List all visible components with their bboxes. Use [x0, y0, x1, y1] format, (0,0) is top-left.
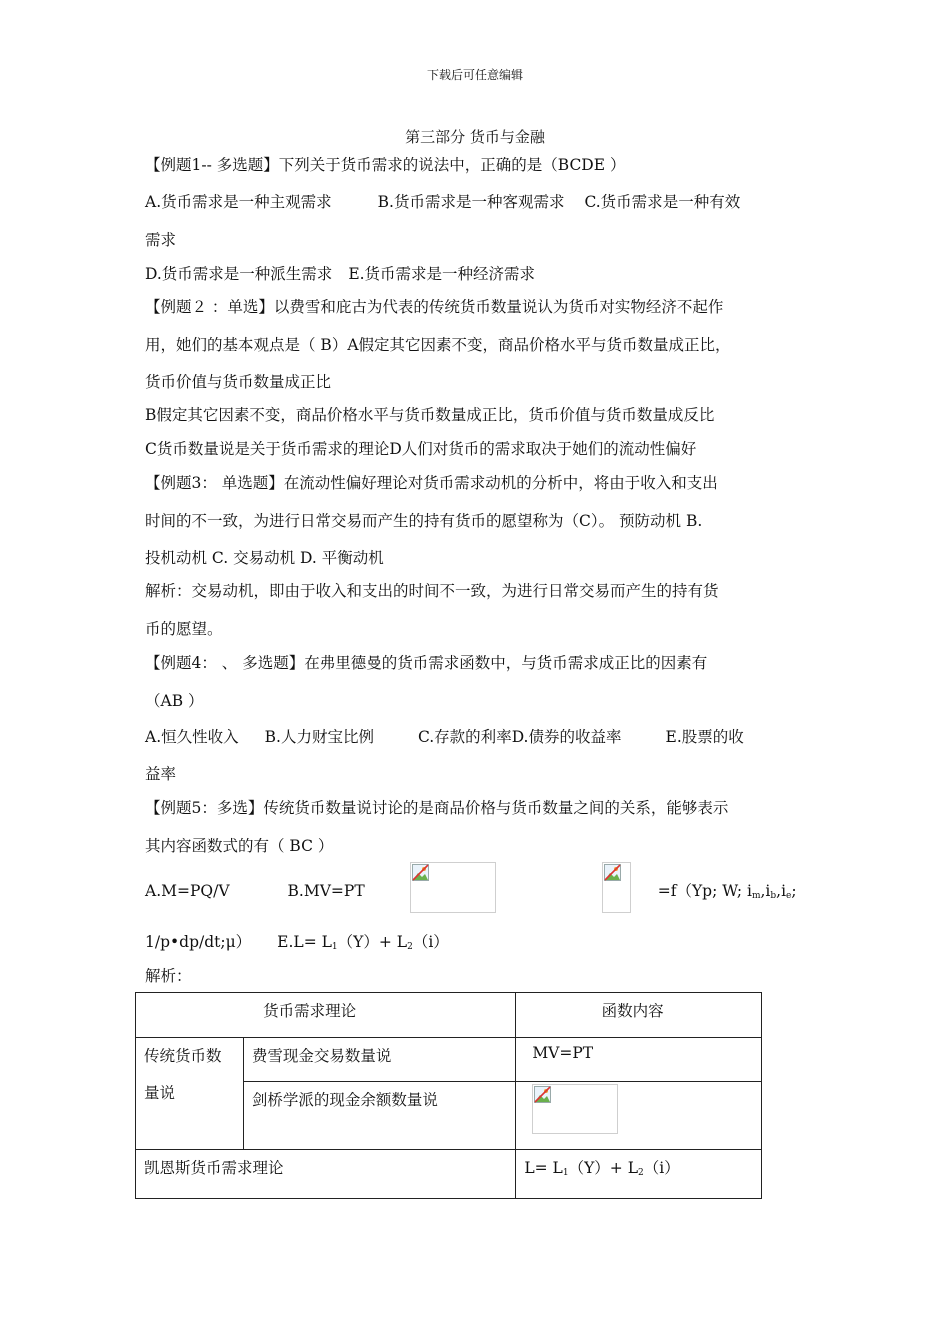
- option-d: D.货币需求是一种派生需求: [145, 265, 333, 283]
- table-row-content: MV=PT: [516, 1038, 762, 1082]
- example2-line1: 【例题２ ：单选】以费雪和庇古为代表的传统货币数量说认为货币对实物经济不起作: [145, 298, 724, 316]
- option-cd: C.存款的利率D.债券的收益率: [417, 728, 622, 746]
- option-a: A.恒久性收入: [145, 728, 239, 746]
- example2-line2: 用，她们的基本观点是（ B）A假定其它因素不变，商品价格水平与货币数量成正比，: [145, 336, 731, 354]
- example1-option-c-cont: 需求: [145, 231, 177, 249]
- example3-analysis2: 币的愿望。: [145, 620, 223, 638]
- option-c: C.货币需求是一种有效: [584, 193, 741, 211]
- formula-subscript: e: [786, 891, 792, 901]
- formula-tail: 1/p•dp/dt;μ）: [145, 933, 252, 951]
- option-e: E.股票的收: [665, 728, 744, 746]
- table-row-theory: 剑桥学派的现金余额数量说: [243, 1082, 515, 1150]
- formula-text: ,i: [776, 882, 787, 900]
- theory-table: [135, 992, 762, 1199]
- example3-line1: 【例题3： 单选题】在流动性偏好理论对货币需求动机的分析中，将由于收入和支出: [145, 474, 718, 492]
- example4-line1: 【例题4： 、 多选题】在弗里德曼的货币需求函数中，与货币需求成正比的因素有: [145, 654, 708, 672]
- option-b: B.货币需求是一种客观需求: [377, 193, 565, 211]
- table-row-theory: 凯恩斯货币需求理论: [136, 1150, 516, 1199]
- formula-text: E.L= L: [277, 933, 332, 951]
- formula-text: L= L: [524, 1159, 563, 1177]
- table-header-theory: 货币需求理论: [136, 993, 516, 1038]
- formula-text: （Y）+ L: [337, 933, 408, 951]
- option-d-formula: [658, 879, 797, 901]
- option-e: [277, 930, 449, 952]
- broken-image-icon: [604, 864, 621, 881]
- formula-subscript: 2: [638, 1168, 644, 1178]
- example5-line1: 【例题5：多选】传统货币数量说讨论的是商品价格与货币数量之间的关系，能够表示: [145, 799, 729, 817]
- example3-line2: 时间的不一致，为进行日常交易而产生的持有货币的愿望称为（C）。 预防动机 B.: [145, 512, 703, 530]
- table-row-content: [516, 1082, 762, 1150]
- broken-image-icon: [412, 864, 429, 881]
- option-a: A.M=PQ/V: [145, 882, 230, 900]
- formula-subscript: 2: [407, 942, 413, 952]
- formula-text: （Y）+ L: [568, 1159, 639, 1177]
- table-row-theory: 费雪现金交易数量说: [243, 1038, 515, 1082]
- formula-text: =f（Yp; W; i: [657, 882, 752, 900]
- broken-image-icon: [534, 1086, 551, 1103]
- formula-subscript: 1: [331, 942, 338, 952]
- example2-line5: C货币数量说是关于货币需求的理论D人们对货币的需求取决于她们的流动性偏好: [145, 440, 697, 458]
- example1-options-row1: [145, 190, 740, 212]
- table-row-content: [516, 1150, 762, 1199]
- formula-subscript: 1: [562, 1168, 569, 1178]
- example2-line3: 货币价值与货币数量成正比: [145, 373, 332, 391]
- example4-options: [145, 725, 744, 747]
- example2-line4: B假定其它因素不变，商品价格水平与货币数量成正比，货币价值与货币数量成反比: [145, 406, 715, 424]
- formula-image-d: [602, 862, 631, 913]
- example1-question: 【例题1-- 多选题】下列关于货币需求的说法中，正确的是（BCDE ）: [145, 156, 626, 174]
- analysis-label: 解析：: [145, 967, 192, 985]
- formula-text: ,i: [760, 882, 771, 900]
- page-header: 下载后可任意编辑: [426, 68, 523, 82]
- example3-line3: 投机动机 C. 交易动机 D. 平衡动机: [145, 549, 384, 567]
- table-header-content: 函数内容: [516, 993, 762, 1038]
- option-a: A.货币需求是一种主观需求: [145, 193, 332, 211]
- formula-image-cambridge: [532, 1084, 618, 1134]
- example3-analysis1: 解析：交易动机，即由于收入和支出的时间不一致，为进行日常交易而产生的持有货: [145, 582, 719, 600]
- example5-line2: 其内容函数式的有（ BC ）: [145, 837, 334, 855]
- example4-line2: （AB ）: [145, 692, 204, 710]
- formula-subscript: m: [751, 891, 761, 901]
- formula-text: （i）: [643, 1159, 680, 1177]
- table-group-traditional: 传统货币数量说: [136, 1038, 244, 1150]
- formula-text: ;: [791, 882, 797, 900]
- formula-image-c: [410, 862, 496, 913]
- example1-options-row2: [145, 262, 535, 284]
- formula-text: （i）: [412, 933, 449, 951]
- option-b: B.人力财宝比例: [264, 728, 374, 746]
- example5-line4: [145, 930, 449, 952]
- option-b: B.MV=PT: [287, 882, 365, 900]
- section-title: 第三部分 货币与金融: [405, 128, 545, 146]
- example4-option-e-cont: 益率: [145, 765, 177, 783]
- option-e: E.货币需求是一种经济需求: [348, 265, 536, 283]
- formula-subscript: b: [770, 891, 777, 901]
